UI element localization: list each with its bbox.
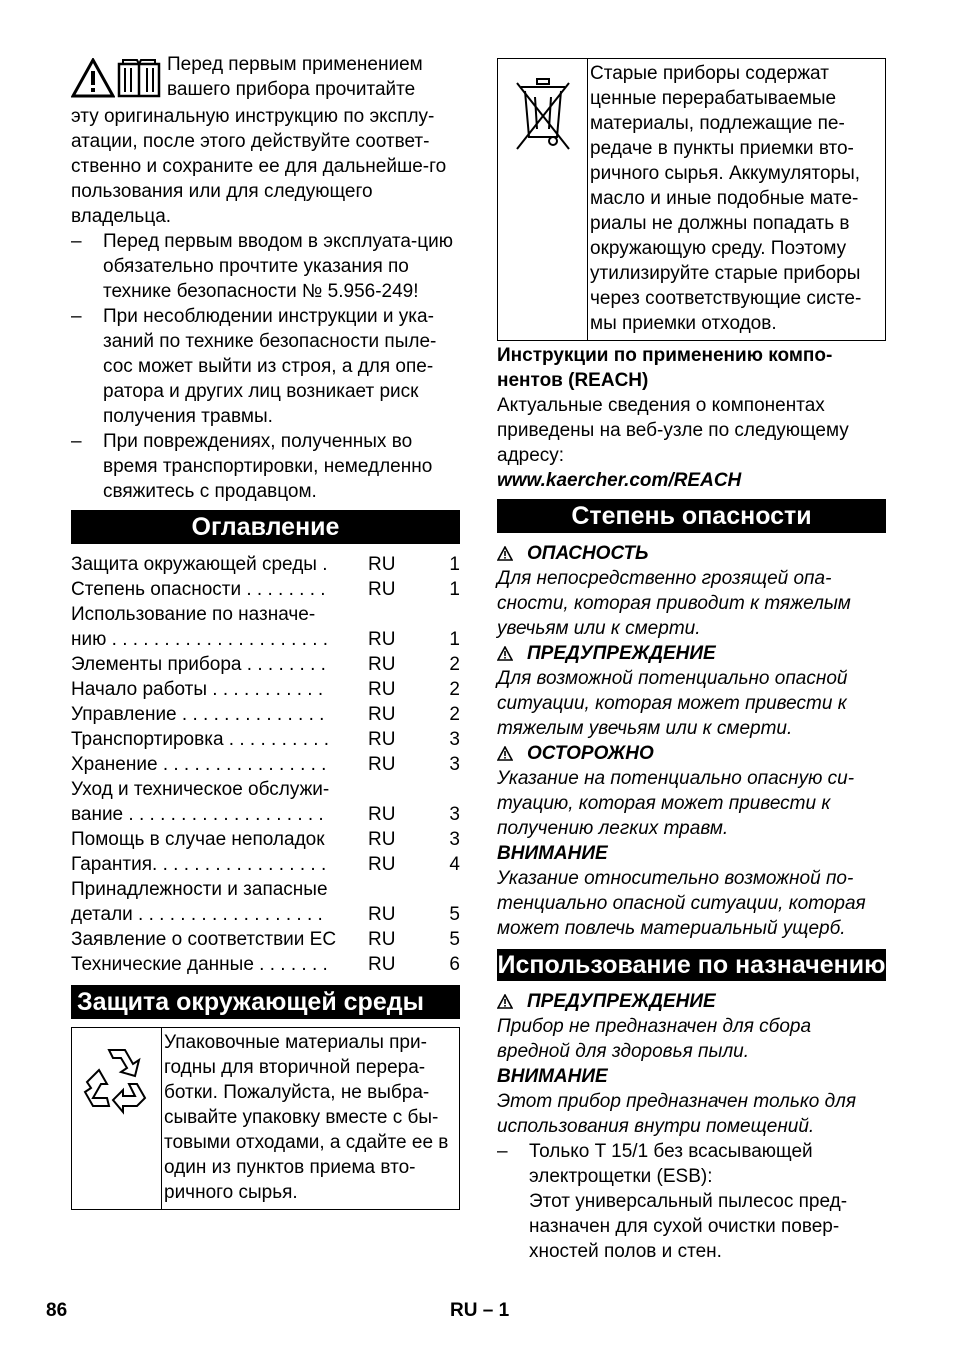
toc-lang: RU (368, 579, 396, 600)
hazard-level-warning (497, 641, 886, 666)
toc-lang: RU (368, 629, 396, 650)
list-item: – Перед первым вводом в эксплуата-цию обязательно прочтите указания по технике безопасности № 5.956-249! (71, 231, 453, 302)
bullet-text: При повреждениях, полученных во время транспортировки, немедленно свяжитесь с продавцом. (103, 431, 433, 502)
toc-row[interactable] (71, 677, 460, 702)
intro-block (71, 52, 460, 229)
recycle-icon-cell (72, 1028, 162, 1209)
usage-bullet-first: Только T 15/1 без всасывающей электрощетки (ESB): (529, 1141, 813, 1187)
warning-triangle-icon (71, 58, 115, 98)
usage-attention-head (497, 1064, 886, 1089)
toc-label: Хранение . . . . . . . . . . . . . . . . (71, 754, 327, 775)
toc-page: 2 (449, 679, 460, 700)
toc-page: 3 (449, 804, 460, 825)
warning-triangle-icon (497, 646, 513, 661)
usage-attention-text: Этот прибор предназначен только для использования внутри помещений. (497, 1091, 857, 1137)
toc-list (71, 552, 460, 977)
toc-row[interactable] (71, 577, 460, 602)
crossed-bin-icon (513, 75, 573, 155)
toc-row[interactable] (71, 727, 460, 752)
toc-lang: RU (368, 904, 396, 925)
hazard-level-danger (497, 541, 886, 566)
toc-page: 5 (449, 929, 460, 950)
toc-row[interactable] (71, 552, 460, 577)
toc-row[interactable] (71, 852, 460, 877)
toc-label: Элементы прибора . . . . . . . . (71, 654, 326, 675)
toc-label: детали . . . . . . . . . . . . . . . . . . (71, 904, 323, 925)
hazard-label: ОПАСНОСТЬ (527, 543, 649, 564)
list-item: – При несоблюдении инструкции и ука-заний по технике безопасности пыле-сос может выйти из строя, а для опе-ратора и других лиц возникает риск получения травмы. (71, 306, 437, 427)
toc-row[interactable] (71, 877, 460, 927)
toc-lang: RU (368, 829, 396, 850)
toc-label: Технические данные . . . . . . . (71, 954, 328, 975)
toc-row[interactable] (71, 927, 460, 952)
toc-page: 1 (449, 554, 460, 575)
toc-lang: RU (368, 754, 396, 775)
toc-lang: RU (368, 679, 396, 700)
right-column (497, 58, 886, 1264)
env-heading: Защита окружающей среды (71, 985, 460, 1019)
disposal-text: Старые приборы содержат ценные перерабатываемые материалы, подлежащие пе-редаче в пункты приемки вто-ричного сырья. Аккумуляторы, масло и иные подобные мате-риалы не должны попадать в окружающую среду. Поэтому утилизируйте старые приборы через соответствующие систе-мы приемки отходов. (590, 63, 862, 334)
safety-bullets (71, 229, 460, 504)
hazard-text: Указание на потенциально опасную си-туацию, которая может привести к получению легких травм. (497, 768, 855, 839)
recycle-text: Упаковочные материалы при-годны для вторичной перера-ботки. Пожалуйста, не выбра-сывайте упаковку вместе с бы-товыми отходами, а сдайте ее в один из пунктов приема вто-ричного сырья. (164, 1032, 449, 1203)
toc-page: 1 (449, 579, 460, 600)
page-number: 86 (46, 1300, 68, 1321)
toc-page: 5 (449, 904, 460, 925)
toc-lang: RU (368, 804, 396, 825)
hazard-level-attention (497, 841, 886, 866)
toc-lang: RU (368, 954, 396, 975)
toc-row[interactable] (71, 752, 460, 777)
usage-bullet-second: Этот универсальный пылесос пред-назначен для сухой очистки повер-хностей полов и стен. (529, 1191, 848, 1262)
toc-label: Гарантия. . . . . . . . . . . . . . . . . (71, 854, 327, 875)
recycle-box (71, 1027, 460, 1210)
hazard-label: ВНИМАНИЕ (497, 843, 608, 864)
toc-label: вание . . . . . . . . . . . . . . . . . . . (71, 804, 324, 825)
warning-triangle-icon (497, 546, 513, 561)
usage-bullets (497, 1139, 886, 1264)
hazard-heading: Степень опасности (497, 499, 886, 533)
toc-label: Управление . . . . . . . . . . . . . . (71, 704, 325, 725)
usage-warning-text: Прибор не предназначен для сбора вредной для здоровья пыли. (497, 1016, 812, 1062)
section-marker: RU – 1 (450, 1300, 510, 1321)
hazard-text: Для возможной потенциально опасной ситуации, которая может привести к тяжелым увечьям или к смерти. (497, 668, 848, 739)
toc-label: Защита окружающей среды . (71, 554, 328, 575)
disposal-box (497, 58, 886, 341)
toc-label: Заявление о соответствии ЕС (71, 929, 337, 950)
usage-heading: Использование по назначению (497, 951, 886, 979)
disposal-icon-cell (498, 59, 588, 340)
toc-page: 3 (449, 754, 460, 775)
toc-row[interactable] (71, 602, 460, 652)
hazard-label: ПРЕДУПРЕЖДЕНИЕ (527, 643, 716, 664)
recycle-icon (79, 1040, 155, 1116)
toc-row[interactable] (71, 827, 460, 852)
left-column (71, 52, 460, 1210)
usage-warning-head (497, 989, 886, 1014)
hazard-levels (497, 541, 886, 941)
toc-label: Уход и техническое обслужи- (71, 779, 330, 800)
toc-label: Принадлежности и запасные (71, 879, 328, 900)
reach-url-link[interactable]: www.kaercher.com/REACH (497, 470, 742, 491)
toc-lang: RU (368, 729, 396, 750)
toc-lang: RU (368, 704, 396, 725)
toc-label: Транспортировка . . . . . . . . . . (71, 729, 330, 750)
toc-label: Помощь в случае неполадок (71, 829, 325, 850)
reach-heading: Инструкции по применению компо-нентов (REACH) (497, 345, 833, 391)
toc-lang: RU (368, 554, 396, 575)
reach-text: Актуальные сведения о компонентах приведены на веб-узле по следующему адресу: (497, 395, 849, 466)
toc-row[interactable] (71, 952, 460, 977)
toc-row[interactable] (71, 777, 460, 827)
intro-icons (71, 58, 163, 104)
toc-row[interactable] (71, 652, 460, 677)
usage-warning-label: ПРЕДУПРЕЖДЕНИЕ (527, 991, 716, 1012)
toc-heading: Оглавление (71, 510, 460, 544)
toc-lang: RU (368, 854, 396, 875)
warning-triangle-icon (497, 994, 513, 1009)
toc-page: 3 (449, 829, 460, 850)
toc-page: 3 (449, 729, 460, 750)
intro-line-2: вашего прибора прочитайте (167, 79, 416, 100)
toc-page: 4 (449, 854, 460, 875)
hazard-text: Для непосредственно грозящей опа-сности, которая приводит к тяжелым увечьям или к смерти. (497, 568, 851, 639)
bullet-text: При несоблюдении инструкции и ука-заний по технике безопасности пыле-сос может выйти из строя, а для опе-ратора и других лиц возникает риск получения травмы. (103, 306, 437, 427)
intro-line-1: Перед первым применением (167, 54, 423, 75)
toc-label: нию . . . . . . . . . . . . . . . . . . . . . (71, 629, 329, 650)
toc-page: 1 (449, 629, 460, 650)
warning-triangle-icon (497, 746, 513, 761)
list-item: – При повреждениях, полученных во время транспортировки, немедленно свяжитесь с продавцом. (71, 431, 433, 502)
manual-book-icon (117, 58, 161, 98)
bullet-text: Перед первым вводом в эксплуата-цию обязательно прочтите указания по технике безопасности № 5.956-249! (103, 231, 453, 302)
toc-label: Степень опасности . . . . . . . . (71, 579, 326, 600)
list-item: – Только T 15/1 без всасывающей электрощетки (ESB): Этот универсальный пылесос пред-назначен для сухой очистки повер-хностей полов и стен. (497, 1141, 848, 1262)
hazard-label: ОСТОРОЖНО (527, 743, 654, 764)
toc-label: Использование по назначе- (71, 604, 316, 625)
toc-page: 6 (449, 954, 460, 975)
intro-text: эту оригинальную инструкцию по эксплу-атации, после этого действуйте соответ-ственно и сохраните ее для дальнейше-го пользования или для следующего владельца. (71, 106, 447, 227)
toc-lang: RU (368, 654, 396, 675)
toc-row[interactable] (71, 702, 460, 727)
toc-page: 2 (449, 654, 460, 675)
toc-page: 2 (449, 704, 460, 725)
hazard-text: Указание относительно возможной по-тенциально опасной ситуации, которая может повлечь материальный ущерб. (497, 868, 866, 939)
toc-label: Начало работы . . . . . . . . . . . (71, 679, 324, 700)
usage-attention-label: ВНИМАНИЕ (497, 1066, 608, 1087)
hazard-level-caution (497, 741, 886, 766)
toc-lang: RU (368, 929, 396, 950)
